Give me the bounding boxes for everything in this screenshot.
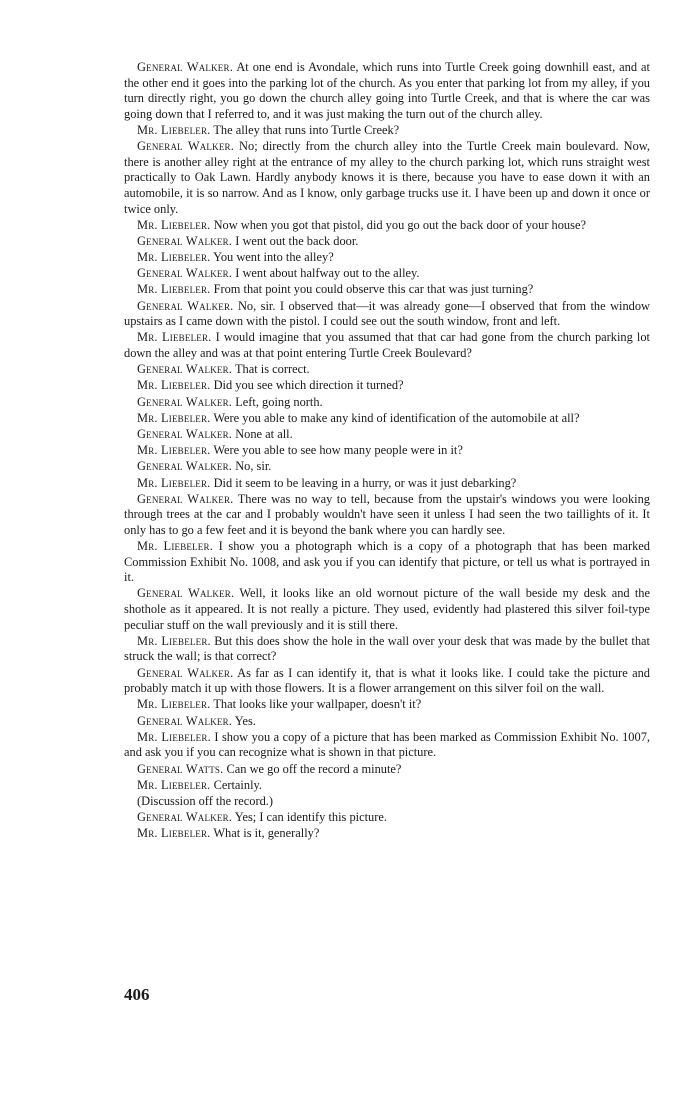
testimony-paragraph (124, 299, 650, 330)
speech-text: That is correct. (234, 362, 310, 377)
testimony-paragraph (124, 250, 650, 266)
speaker-name: Mr. Liebeler. (137, 539, 214, 554)
speaker-name: Mr. Liebeler. (137, 826, 211, 841)
speech-text: But this does show the hole in the wall over your desk that was made by the bullet that struck the wall; is that correct? (124, 633, 650, 664)
testimony-paragraph (124, 730, 650, 761)
speaker-name: General Walker. (137, 266, 233, 281)
speech-text: (Discussion off the record.) (137, 793, 274, 808)
testimony-paragraph (124, 218, 650, 234)
speech-text: Were you able to see how many people were in it? (213, 443, 463, 458)
testimony-text (124, 60, 650, 843)
testimony-paragraph (124, 826, 650, 842)
speech-text: I went out the back door. (235, 233, 359, 248)
speech-text: I show you a photograph which is a copy of a photograph that has been marked Commission Exhibit No. 1008, and ask you if you can identify that picture, or tell us what is portrayed in it. (124, 539, 650, 585)
speech-text: No, sir. I observed that—it was already gone—I observed that from the window upstairs as I came down with the pistol. I could see out the south window, front and left. (124, 298, 650, 329)
speech-text: As far as I can identify it, that is what it looks like. I could take the picture and probably match it up with those flowers. It is a flower arrangement on this silver foil on the wall. (124, 665, 650, 696)
testimony-paragraph (124, 139, 650, 217)
speech-text: I went about halfway out to the alley. (235, 266, 420, 281)
page-number: 406 (124, 985, 150, 1004)
testimony-paragraph (124, 539, 650, 586)
speaker-name: Mr. Liebeler. (137, 122, 211, 137)
speaker-name: Mr. Liebeler. (137, 217, 211, 232)
speech-text: You went into the alley? (213, 250, 334, 265)
speech-text: That looks like your wallpaper, doesn't it? (213, 697, 422, 712)
speech-text: There was no way to tell, because from the upstair's windows you were looking through trees at the car and I probably wouldn't have seen it unless I had seen the two taillights of it. It only has to go a few feet and it is beyond the bank where you can hardly see. (124, 491, 651, 537)
testimony-paragraph (124, 476, 650, 492)
testimony-paragraph (124, 282, 650, 298)
speaker-name: Mr. Liebeler. (137, 475, 211, 490)
testimony-paragraph (124, 411, 650, 427)
speaker-name: General Walker. (137, 60, 234, 74)
testimony-paragraph (124, 762, 650, 778)
speaker-name: General Walker. (137, 426, 233, 441)
speech-text: At one end is Avondale, which runs into Turtle Creek going downhill east, and at the other end it goes into the parking lot of the church. As you enter that parking lot from my alley, if you turn directly right, you go down the church alley going into Turtle Creek, and that is where the car was going down that I referred to, and it was just making the turn out of the church alley. (124, 60, 650, 121)
speech-text: Did it seem to be leaving in a hurry, or was it just debarking? (213, 475, 517, 490)
speech-text: From that point you could observe this car that was just turning? (213, 282, 534, 297)
testimony-paragraph (124, 427, 650, 443)
speaker-name: Mr. Liebeler. (137, 443, 211, 458)
speech-text: Yes; I can identify this picture. (234, 810, 387, 825)
speech-text: Can we go off the record a minute? (226, 761, 402, 776)
testimony-paragraph (124, 330, 650, 361)
testimony-paragraph (124, 492, 650, 539)
testimony-paragraph (124, 266, 650, 282)
testimony-paragraph (124, 634, 650, 665)
speaker-name: General Walker. (137, 459, 233, 474)
speaker-name: General Walker. (137, 298, 234, 313)
testimony-paragraph (124, 60, 650, 122)
speech-text: No, sir. (235, 459, 272, 474)
testimony-paragraph (124, 378, 650, 394)
speech-text: No; directly from the church alley into the Turtle Creek main boulevard. Now, there is another alley right at the entrance of my alley to the church parking lot, which runs straight west practically to Oak Lawn. Hardly anybody knows it is there, because you have to ease down it with an automobile, it is so narrow. And as I know, only garbage trucks use it. I have been up and down it once or twice only. (124, 139, 651, 216)
testimony-paragraph (124, 778, 650, 794)
testimony-paragraph (124, 443, 650, 459)
speech-text: None at all. (235, 426, 293, 441)
testimony-paragraph (124, 459, 650, 475)
testimony-paragraph (124, 714, 650, 730)
speaker-name: Mr. Liebeler. (137, 282, 211, 297)
speech-text: I show you a copy of a picture that has been marked as Commission Exhibit No. 1007, and ask you if you can recognize what is shown in that picture. (124, 729, 650, 760)
speaker-name: General Walker. (137, 665, 234, 680)
testimony-paragraph (124, 794, 650, 810)
testimony-paragraph (124, 666, 650, 697)
speaker-name: General Walker. (137, 713, 233, 728)
speech-text: Left, going north. (235, 394, 323, 409)
speech-text: Now when you got that pistol, did you go out the back door of your house? (213, 217, 586, 232)
speech-text: The alley that runs into Turtle Creek? (213, 122, 400, 137)
speaker-name: Mr. Liebeler. (137, 250, 211, 265)
testimony-paragraph (124, 234, 650, 250)
testimony-paragraph (124, 395, 650, 411)
testimony-paragraph (124, 586, 650, 633)
speech-text: Well, it looks like an old wornout picture of the wall beside my desk and the shothole as it appeared. It is not really a picture. They used, evidently had plastered this silver foil-type peculiar stuff on the wall previously and it is still there. (124, 586, 651, 632)
speech-text: Were you able to make any kind of identification of the automobile at all? (213, 410, 580, 425)
speaker-name: General Walker. (137, 586, 235, 601)
speech-text: I would imagine that you assumed that that car had gone from the church parking lot down the alley and was at that point entering Turtle Creek Boulevard? (124, 330, 650, 361)
speaker-name: General Watts. (137, 761, 224, 776)
testimony-paragraph (124, 362, 650, 378)
speech-text: Yes. (234, 713, 256, 728)
testimony-paragraph (124, 697, 650, 713)
speech-text: Did you see which direction it turned? (213, 378, 404, 393)
speaker-name: General Walker. (137, 491, 234, 506)
speech-text: What is it, generally? (213, 826, 320, 841)
speaker-name: Mr. Liebeler. (137, 697, 211, 712)
speaker-name: General Walker. (137, 810, 233, 825)
testimony-paragraph (124, 810, 650, 826)
speaker-name: Mr. Liebeler. (137, 633, 211, 648)
speaker-name: Mr. Liebeler. (137, 729, 211, 744)
speaker-name: Mr. Liebeler. (137, 410, 211, 425)
speaker-name: Mr. Liebeler. (137, 330, 212, 345)
testimony-paragraph (124, 123, 650, 139)
speaker-name: General Walker. (137, 362, 233, 377)
speaker-name: Mr. Liebeler. (137, 777, 211, 792)
speech-text: Certainly. (213, 777, 262, 792)
speaker-name: Mr. Liebeler. (137, 378, 211, 393)
speaker-name: General Walker. (137, 233, 233, 248)
speaker-name: General Walker. (137, 139, 235, 154)
speaker-name: General Walker. (137, 394, 233, 409)
